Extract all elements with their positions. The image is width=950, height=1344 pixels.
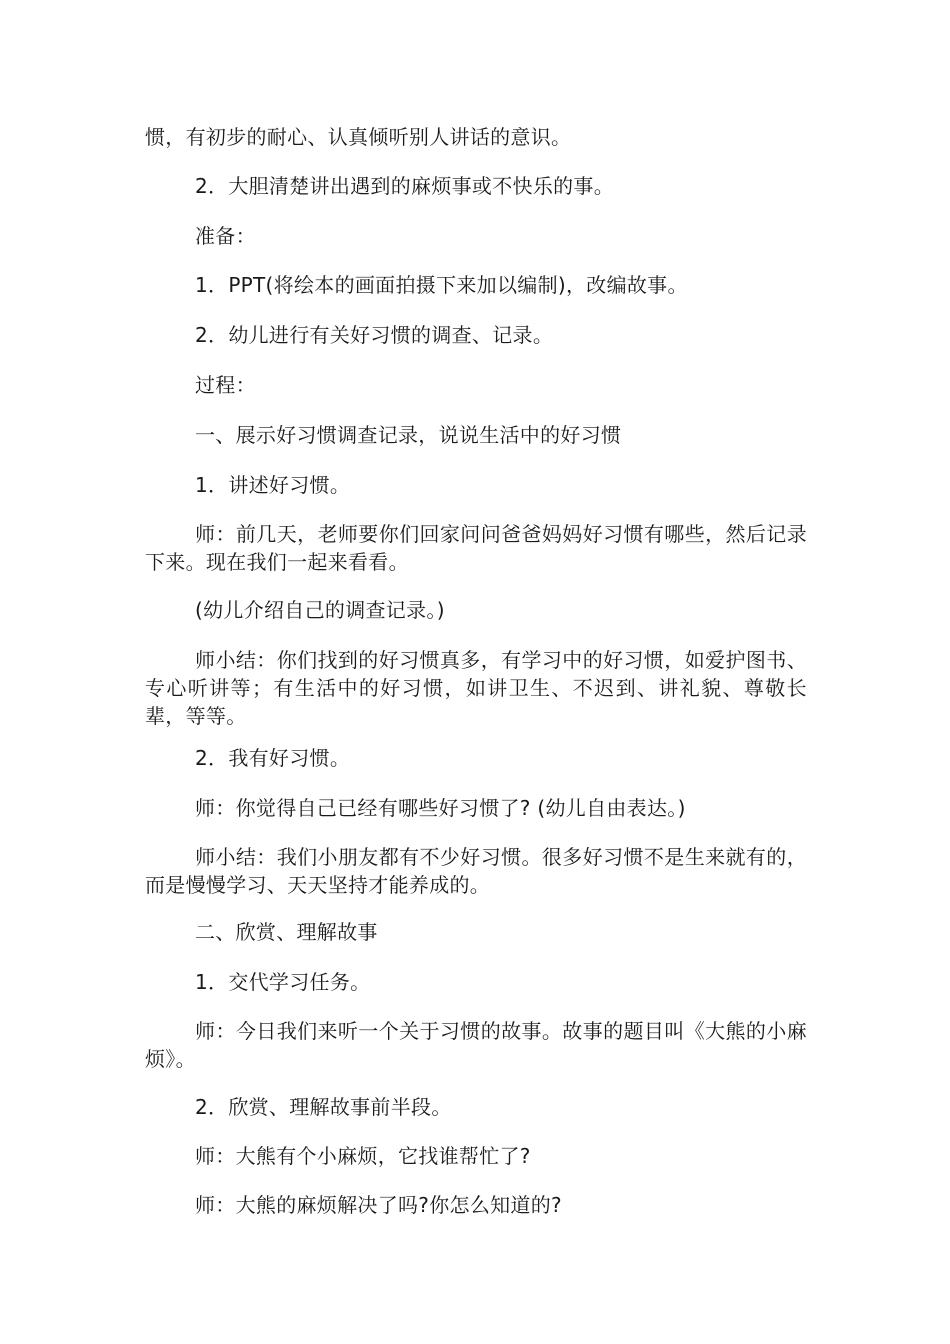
paragraph: 师：大熊的麻烦解决了吗?你怎么知道的? [195,1193,562,1217]
paragraph: 2．大胆清楚讲出遇到的麻烦事或不快乐的事。 [195,174,615,198]
paragraph: 1．PPT(将绘本的画面拍摄下来加以编制)，改编故事。 [195,273,688,297]
paragraph: 准备： [195,224,256,248]
paragraph: 过程： [195,373,256,397]
paragraph: 师：你觉得自己已经有哪些好习惯了? (幼儿自由表达。) [195,796,686,820]
paragraph: 二、欣赏、理解故事 [195,920,378,944]
paragraph: 2．我有好习惯。 [195,746,351,770]
paragraph: 师小结：我们小朋友都有不少好习惯。很多好习惯不是生来就有的，而是慢慢学习、天天坚持才能养成的。 [145,845,807,897]
paragraph: 一、展示好习惯调查记录，说说生活中的好习惯 [195,423,622,447]
paragraph: 师：前几天，老师要你们回家问问爸爸妈妈好习惯有哪些，然后记录下来。现在我们一起来看看。 [145,522,807,574]
paragraph: 1．交代学习任务。 [195,970,371,994]
paragraph: 师小结：你们找到的好习惯真多，有学习中的好习惯，如爱护图书、专心听讲等；有生活中的好习惯，如讲卫生、不迟到、讲礼貌、尊敬长辈，等等。 [145,648,807,728]
paragraph: 2．欣赏、理解故事前半段。 [195,1095,452,1119]
paragraph: 师：大熊有个小麻烦，它找谁帮忙了? [195,1144,531,1168]
paragraph: (幼儿介绍自己的调查记录。) [195,598,445,622]
paragraph: 惯，有初步的耐心、认真倾听别人讲话的意识。 [145,125,572,149]
paragraph: 师：今日我们来听一个关于习惯的故事。故事的题目叫《大熊的小麻烦》。 [145,1019,807,1071]
paragraph: 1．讲述好习惯。 [195,473,351,497]
paragraph: 2．幼儿进行有关好习惯的调查、记录。 [195,323,554,347]
